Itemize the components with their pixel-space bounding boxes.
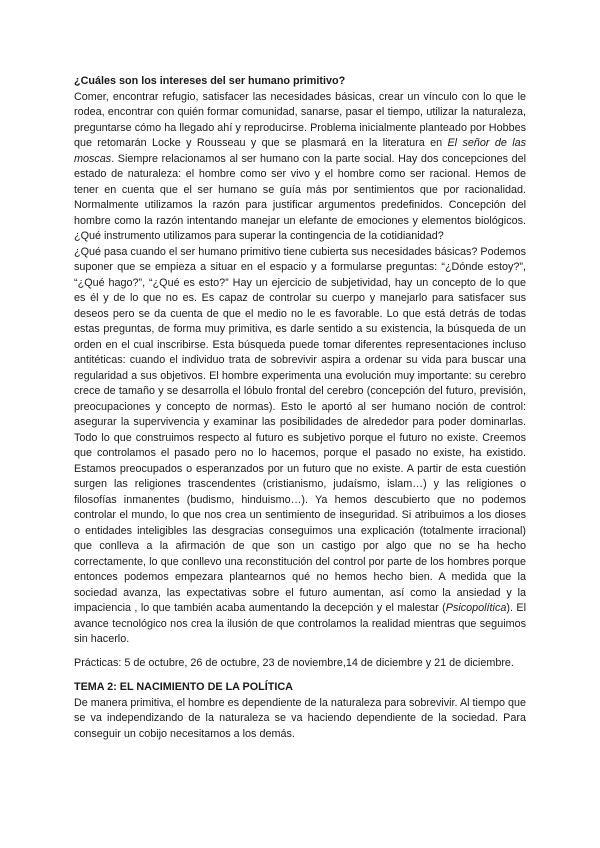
paragraph-tema2: De manera primitiva, el hombre es dependiente de la naturaleza para sobrevivir. Al tiempo que se va independizando de la naturaleza se va haciendo dependiente de la sociedad. Para conseguir un cobijo necesitamos a los demás. [74, 696, 526, 740]
text-run: . Siempre relacionamos al ser humano con la parte social. Hay dos concepciones del estado de naturaleza: el hombre como ser vivo y el hombre como ser racional. Hemos de tener en cuenta que el ser humano se guía más por sentimientos que por racionalidad. Normalmente utilizamos la razón para justificar argumentos predefinidos. Concepción del hombre como la razón intentando manejar un elefante de emociones y elementos biológicos. ¿Qué instrumento utilizamos para superar la contingencia de la cotidianidad? [74, 152, 526, 242]
italic-title: Psicopolítica [445, 602, 507, 614]
document-body [74, 74, 526, 742]
paragraph-necesidades [74, 245, 526, 648]
text-run: ). El avance tecnológico nos crea la ilusión de que controlamos la realidad mientras que seguimos sin hacerlo. [74, 602, 526, 645]
italic-title: El señor de las moscas [74, 137, 527, 165]
text-run: Comer, encontrar refugio, satisfacer las necesidades básicas, crear un vínculo con lo que le rodea, encontrar con quién formar comunidad, sanarse, pasar el tiempo, utilizar la naturaleza, preguntarse cómo ha llegado ahí y reproducirse. Problema inicialmente planteado por Hobbes que retomarán Locke y Rousseau y que se plasmará en la literatura en [74, 90, 526, 149]
paragraph-intereses [74, 90, 526, 245]
text-run: ¿Qué pasa cuando el ser humano primitivo tiene cubierta sus necesidades básicas? Podemos suponer que se empieza a situar en el espacio y a formularse preguntas: “¿Dónde estoy?”, “¿Qué hago?”, “¿Qué es esto?” Hay un ejercicio de subjetividad, hay un concepto de lo que es él y de lo que no es. Es capaz de controlar su cuerpo y manejarlo para satisfacer sus deseos pero se da cuenta de que el medio no le es favorable. Lo que está detrás de todas estas preguntas, de forma muy primitiva, es darle sentido a su existencia, la búsqueda de un orden en el cual inscribirse. Esta búsqueda puede tomar diferentes representaciones incluso antitéticas: cuando el individuo trata de sobrevivir aspira a ordenar su vida para buscar una regularidad a sus objetivos. El hombre experimenta una evolución muy importante: su cerebro crece de tamaño y se desarrolla el lóbulo frontal del cerebro (concepción del futuro, previsión, preocupaciones y concepto de normas). Esto le aportó al ser humano noción de control: asegurar la supervivencia y examinar las posibilidades de alrededor para poder dominarlas. Todo lo que construimos respecto al futuro es subjetivo porque el futuro no existe. Creemos que controlamos el pasado pero no lo hacemos, porque el pasado no existe, ha existido. Estamos preocupados o esperanzados por un futuro que no existe. A partir de esta cuestión surgen las religiones trascendentes (cristianismo, judaísmo, islam…) y las religiones o filosofías inmanentes (budismo, hinduismo…). Ya hemos descubierto que no podemos controlar el mundo, lo que nos crea un sentimiento de inseguridad. Si atribuimos a los dioses o entidades inteligibles las desgracias conseguimos una explicación (totalmente irracional) que conlleva a la afirmación de que son un castigo por algo que no se ha hecho correctamente, lo que conllevo una reconstitución del control por parte de los hombres porque entonces podemos empezara plantearnos qué no hemos hecho bien. A medida que la sociedad avanza, las expectativas sobre el futuro aumentan, así como la ansiedad y la impaciencia , lo que también acaba aumentando la decepción y el malestar ( [74, 245, 526, 614]
practicas-line: Prácticas: 5 de octubre, 26 de octubre, 23 de noviembre,14 de diciembre y 21 de diciembre. [74, 656, 514, 669]
section-heading-tema2: TEMA 2: EL NACIMIENTO DE LA POLÍTICA [74, 681, 293, 693]
section-heading-intereses: ¿Cuáles son los intereses del ser humano primitivo? [74, 75, 346, 87]
